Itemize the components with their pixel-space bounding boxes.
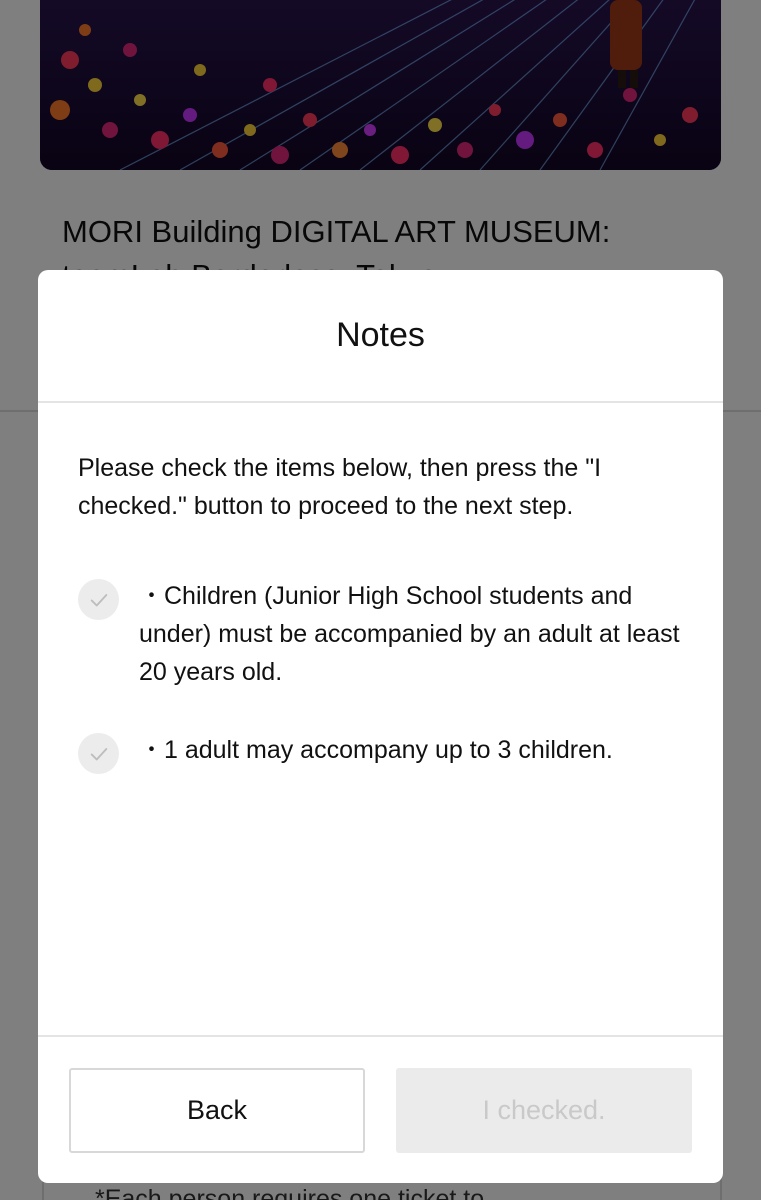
checkbox-adult-ratio[interactable]	[78, 733, 119, 774]
notes-dialog	[38, 270, 723, 1183]
check-icon	[88, 589, 110, 611]
checklist-item-adult-ratio[interactable]	[78, 731, 683, 769]
dialog-footer	[38, 1035, 723, 1183]
checklist-item-children-accompanied[interactable]	[78, 577, 683, 691]
check-icon	[88, 743, 110, 765]
back-button[interactable]: Back	[69, 1068, 365, 1153]
dialog-title: Notes	[336, 316, 425, 354]
checklist-item-text: ・Children (Junior High School students and under) must be accompanied by an adult at least 20 years old.	[139, 582, 680, 686]
checkbox-children-accompanied[interactable]	[78, 579, 119, 620]
dialog-header	[38, 270, 723, 403]
dialog-intro: Please check the items below, then press the "I checked." button to proceed to the next step.	[78, 454, 602, 520]
dialog-body	[38, 403, 723, 769]
checklist-item-text: ・1 adult may accompany up to 3 children.	[139, 736, 613, 764]
i-checked-button[interactable]: I checked.	[396, 1068, 692, 1153]
